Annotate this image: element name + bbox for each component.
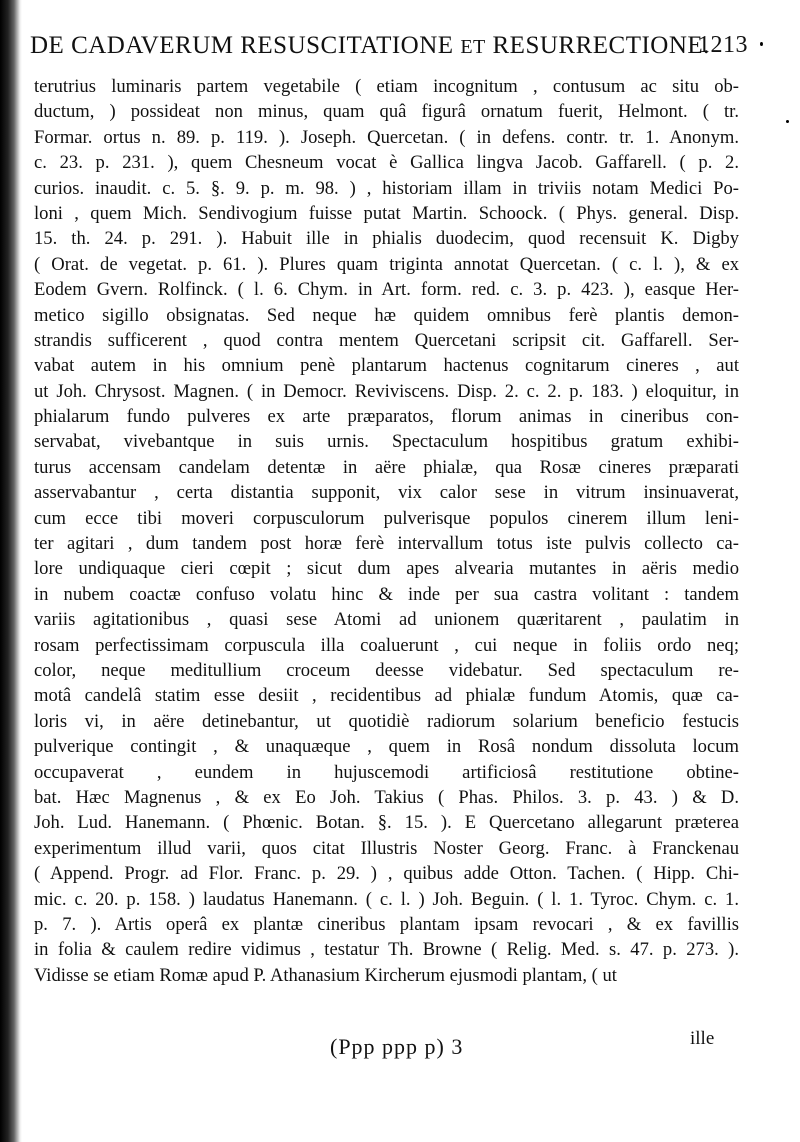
text-line: loni , quem Mich. Sendivogium fuisse putat Martin. Schoock. ( Phys. general. Disp.: [34, 202, 739, 224]
header-title-part1: CADAVERUM RESUSCITATIONE: [71, 32, 454, 59]
text-line: turus accensam candelam detentæ in aëre phialæ, qua Rosæ cineres præparati: [34, 456, 739, 478]
text-line: ( Orat. de vegetat. p. 61. ). Plures quam triginta annotat Quercetan. ( c. l. ), & ex: [34, 253, 739, 275]
text-line: ter agitari , dum tandem post horæ ferè intervallum totus iste pulvis collecto ca-: [34, 533, 739, 555]
text-line: experimentum illud varii, quos citat Illustris Noster Georg. Franc. à Franckenau: [34, 837, 739, 859]
header-de: DE: [30, 32, 65, 59]
text-line: color, neque meditullium croceum deesse videbatur. Sed spectaculum re-: [34, 659, 739, 681]
text-line: vabat autem in his omnium penè plantarum hactenus cognitarum cineres , aut: [34, 355, 739, 377]
text-line: terutrius luminaris partem vegetabile ( etiam incognitum , contusum ac situ ob-: [34, 76, 739, 97]
text-line: cum ecce tibi moveri corpusculorum pulverisque populos cinerem illum leni-: [34, 507, 739, 529]
text-line: strandis sufficerent , quod contra mentem Quercetani scripsit cit. Gaffarell. Ser-: [34, 329, 739, 351]
text-line: Formar. ortus n. 89. p. 119. ). Joseph. Quercetan. ( in defens. contr. tr. 1. Anonym.: [34, 126, 739, 148]
text-line: p. 7. ). Artis operâ ex plantæ cineribus plantam ipsam revocari , & ex favillis: [34, 913, 739, 935]
catchword: ille: [690, 1028, 715, 1049]
page-edge-shadow: [0, 0, 22, 1142]
header-et: ET: [460, 36, 486, 58]
text-line: asservabantur , certa distantia supponit, vix calor sese in vitrum insinuaverat,: [34, 482, 739, 504]
text-line: rosam perfectissimam corpuscula illa coaluerunt , cui neque in foliis ordo neq;: [34, 634, 739, 656]
header-title-part2: RESURRECTIONE.: [492, 32, 710, 59]
ink-speck: [786, 120, 789, 123]
text-line: lore undiquaque cieri cœpit ; sicut dum apes alvearia mutantes in aëris medio: [34, 558, 739, 580]
text-line: metico sigillo obsignatas. Sed neque hæ quidem omnibus ferè plantis demon-: [34, 304, 739, 326]
text-line: variis agitationibus , quasi sese Atomi ad unionem quæritarent , paulatim in: [34, 609, 739, 631]
text-line: bat. Hæc Magnenus , & ex Eo Joh. Takius ( Phas. Philos. 3. p. 43. ) & D.: [34, 786, 739, 808]
text-line: servabat, vivebantque in suis urnis. Spectaculum hospitibus gratum exhibi-: [34, 431, 739, 453]
text-line: Eodem Gvern. Rolfinck. ( l. 6. Chym. in Art. form. red. c. 3. p. 423. ), easque Her-: [34, 279, 739, 301]
text-line: 15. th. 24. p. 291. ). Habuit ille in phialis duodecim, quod recensuit K. Digby: [34, 228, 739, 250]
text-line: loris vi, in aëre detinebantur, ut quotidiè radiorum solarium beneficio festucis: [34, 710, 739, 732]
text-line: curios. inaudit. c. 5. §. 9. p. m. 98. ) , historiam illam in triviis notam Medici Po-: [34, 177, 739, 199]
text-line: ductum, ) possideat non minus, quam quâ figurâ ornatum fuerit, Helmont. ( tr.: [34, 101, 739, 123]
text-line: occupaverat , eundem in hujuscemodi artificiosâ restitutione obtine-: [34, 761, 739, 783]
text-line: in folia & caulem redire vidimus , testatur Th. Browne ( Relig. Med. s. 47. p. 273. ).: [34, 939, 739, 961]
text-line: Joh. Lud. Hanemann. ( Phœnic. Botan. §. 15. ). E Quercetano allegarunt præterea: [34, 812, 739, 834]
body-text: [34, 74, 739, 988]
ink-speck: [760, 42, 763, 46]
text-line: pulverique contingit , & unaquæque , quem in Rosâ nondum dissoluta locum: [34, 736, 739, 758]
text-line: motâ candelâ statim esse desiit , recidentibus ad phialæ fundum Atomis, quæ ca-: [34, 685, 739, 707]
running-header: [30, 32, 748, 72]
text-line: c. 23. p. 231. ), quem Chesneum vocat è Gallica lingva Jacob. Gaffarell. ( p. 2.: [34, 152, 739, 174]
signature-mark: (Ppp ppp p) 3: [330, 1034, 464, 1059]
text-line: ut Joh. Chrysost. Magnen. ( in Democr. Reviviscens. Disp. 2. c. 2. p. 183. ) eloquitur, in: [34, 380, 739, 402]
page-number: 1213: [698, 32, 748, 58]
text-line: ( Append. Progr. ad Flor. Franc. p. 29. ) , quibus adde Otton. Tachen. ( Hipp. Chi-: [34, 863, 739, 885]
text-line: Vidisse se etiam Romæ apud P. Athanasium Kircherum ejusmodi plantam, ( ut: [34, 964, 617, 986]
text-line: phialarum fundo pulveres ex arte præparatos, florum animas in cineribus con-: [34, 406, 739, 428]
text-line: in nubem coactæ confuso volatu hinc & inde per sua castra volitant : tandem: [34, 583, 739, 605]
text-line: mic. c. 20. p. 158. ) laudatus Hanemann. ( c. l. ) Joh. Beguin. ( l. 1. Tyroc. Chym. c. 1.: [34, 888, 739, 910]
